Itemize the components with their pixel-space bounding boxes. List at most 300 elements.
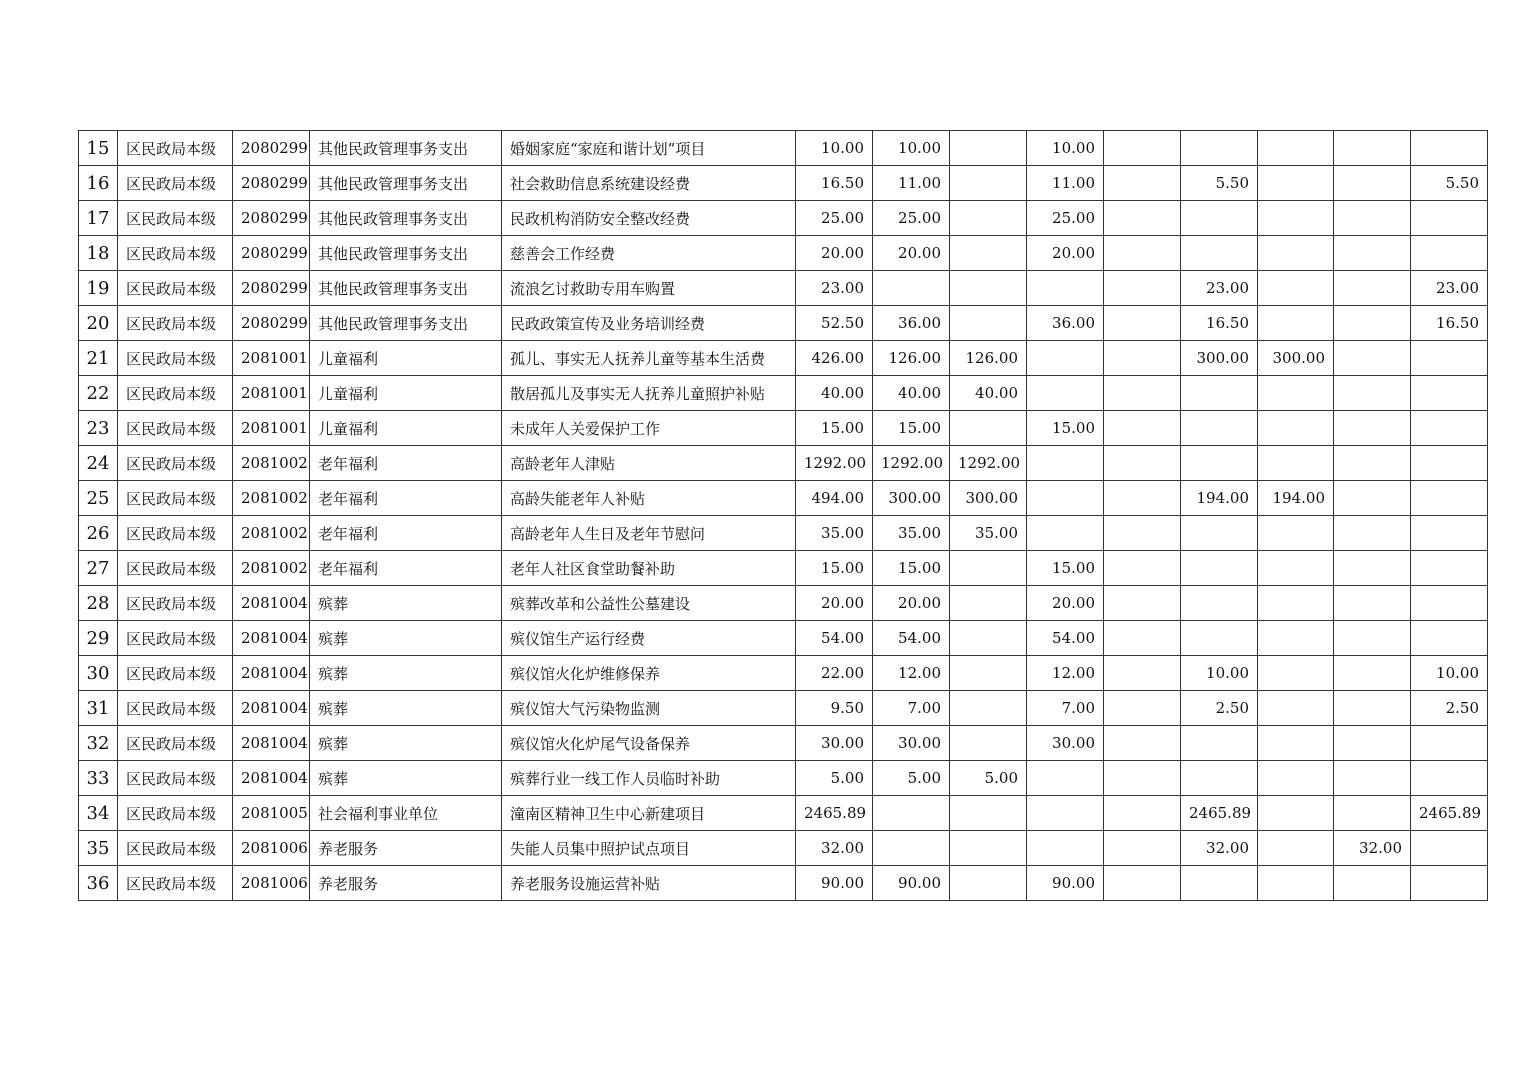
row-number-cell: 31 <box>79 691 118 726</box>
amount-cell <box>950 201 1027 236</box>
amount-cell: 54.00 <box>796 621 873 656</box>
table-row <box>79 481 1488 516</box>
amount-cell <box>1258 446 1334 481</box>
unit-cell: 区民政局本级 <box>118 166 233 201</box>
table-row <box>79 866 1488 901</box>
amount-cell <box>1411 761 1488 796</box>
amount-cell <box>1027 481 1104 516</box>
unit-cell: 区民政局本级 <box>118 306 233 341</box>
amount-cell: 20.00 <box>1027 236 1104 271</box>
subject-name-cell: 殡葬 <box>310 656 502 691</box>
table-row <box>79 656 1488 691</box>
row-number-cell: 28 <box>79 586 118 621</box>
project-name-cell: 殡仪馆生产运行经费 <box>502 621 796 656</box>
amount-cell <box>1104 656 1181 691</box>
amount-cell: 10.00 <box>1411 656 1488 691</box>
amount-cell <box>1334 411 1411 446</box>
subject-code-cell: 2081004 <box>233 761 310 796</box>
amount-cell <box>950 551 1027 586</box>
amount-cell <box>1334 796 1411 831</box>
amount-cell <box>1027 376 1104 411</box>
amount-cell <box>950 306 1027 341</box>
amount-cell <box>1411 831 1488 866</box>
row-number-cell: 19 <box>79 271 118 306</box>
amount-cell <box>1411 131 1488 166</box>
amount-cell: 40.00 <box>796 376 873 411</box>
subject-name-cell: 其他民政管理事务支出 <box>310 201 502 236</box>
row-number-cell: 23 <box>79 411 118 446</box>
amount-cell <box>1334 691 1411 726</box>
amount-cell <box>1334 761 1411 796</box>
unit-cell: 区民政局本级 <box>118 271 233 306</box>
unit-cell: 区民政局本级 <box>118 621 233 656</box>
amount-cell: 300.00 <box>950 481 1027 516</box>
amount-cell: 15.00 <box>873 551 950 586</box>
amount-cell <box>1104 411 1181 446</box>
amount-cell <box>1181 516 1258 551</box>
amount-cell: 10.00 <box>873 131 950 166</box>
row-number-cell: 34 <box>79 796 118 831</box>
amount-cell <box>1104 586 1181 621</box>
amount-cell <box>1411 726 1488 761</box>
project-name-cell: 社会救助信息系统建设经费 <box>502 166 796 201</box>
amount-cell <box>1258 271 1334 306</box>
table-row <box>79 376 1488 411</box>
amount-cell: 35.00 <box>796 516 873 551</box>
amount-cell <box>1027 831 1104 866</box>
amount-cell: 5.00 <box>950 761 1027 796</box>
amount-cell <box>1104 376 1181 411</box>
amount-cell <box>873 271 950 306</box>
table-row <box>79 761 1488 796</box>
amount-cell <box>1258 691 1334 726</box>
subject-code-cell: 2081002 <box>233 446 310 481</box>
amount-cell: 12.00 <box>1027 656 1104 691</box>
amount-cell: 25.00 <box>796 201 873 236</box>
amount-cell <box>1334 236 1411 271</box>
unit-cell: 区民政局本级 <box>118 411 233 446</box>
subject-name-cell: 其他民政管理事务支出 <box>310 271 502 306</box>
amount-cell <box>1334 516 1411 551</box>
amount-cell: 10.00 <box>1181 656 1258 691</box>
amount-cell: 16.50 <box>1411 306 1488 341</box>
table-row <box>79 411 1488 446</box>
amount-cell: 32.00 <box>796 831 873 866</box>
amount-cell <box>950 866 1027 901</box>
amount-cell <box>1258 551 1334 586</box>
project-name-cell: 老年人社区食堂助餐补助 <box>502 551 796 586</box>
amount-cell <box>1104 341 1181 376</box>
amount-cell <box>1104 796 1181 831</box>
unit-cell: 区民政局本级 <box>118 656 233 691</box>
subject-code-cell: 2080299 <box>233 271 310 306</box>
subject-name-cell: 儿童福利 <box>310 341 502 376</box>
table-row <box>79 201 1488 236</box>
amount-cell: 15.00 <box>796 411 873 446</box>
amount-cell: 25.00 <box>873 201 950 236</box>
unit-cell: 区民政局本级 <box>118 726 233 761</box>
amount-cell <box>950 691 1027 726</box>
amount-cell: 54.00 <box>1027 621 1104 656</box>
amount-cell <box>1104 761 1181 796</box>
subject-code-cell: 2081001 <box>233 411 310 446</box>
project-name-cell: 潼南区精神卫生中心新建项目 <box>502 796 796 831</box>
row-number-cell: 15 <box>79 131 118 166</box>
unit-cell: 区民政局本级 <box>118 481 233 516</box>
amount-cell <box>950 726 1027 761</box>
row-number-cell: 22 <box>79 376 118 411</box>
table-row <box>79 691 1488 726</box>
table-body <box>79 131 1488 901</box>
amount-cell: 15.00 <box>796 551 873 586</box>
amount-cell <box>1104 831 1181 866</box>
amount-cell: 40.00 <box>950 376 1027 411</box>
unit-cell: 区民政局本级 <box>118 131 233 166</box>
row-number-cell: 29 <box>79 621 118 656</box>
subject-name-cell: 养老服务 <box>310 866 502 901</box>
project-name-cell: 高龄失能老年人补贴 <box>502 481 796 516</box>
amount-cell <box>1104 131 1181 166</box>
amount-cell <box>1181 621 1258 656</box>
amount-cell <box>1181 551 1258 586</box>
amount-cell <box>1258 166 1334 201</box>
project-name-cell: 殡仪馆火化炉尾气设备保养 <box>502 726 796 761</box>
table-row <box>79 551 1488 586</box>
subject-name-cell: 殡葬 <box>310 586 502 621</box>
project-name-cell: 民政政策宣传及业务培训经费 <box>502 306 796 341</box>
amount-cell: 36.00 <box>1027 306 1104 341</box>
amount-cell <box>1258 761 1334 796</box>
amount-cell <box>1258 516 1334 551</box>
subject-name-cell: 殡葬 <box>310 726 502 761</box>
subject-code-cell: 2081004 <box>233 656 310 691</box>
amount-cell <box>950 166 1027 201</box>
amount-cell <box>1258 621 1334 656</box>
amount-cell <box>1104 166 1181 201</box>
unit-cell: 区民政局本级 <box>118 586 233 621</box>
unit-cell: 区民政局本级 <box>118 201 233 236</box>
amount-cell <box>1104 446 1181 481</box>
amount-cell <box>950 131 1027 166</box>
amount-cell: 20.00 <box>873 586 950 621</box>
row-number-cell: 32 <box>79 726 118 761</box>
amount-cell <box>1334 131 1411 166</box>
table-row <box>79 726 1488 761</box>
subject-code-cell: 2081002 <box>233 551 310 586</box>
table-row <box>79 796 1488 831</box>
amount-cell <box>1334 551 1411 586</box>
amount-cell: 30.00 <box>1027 726 1104 761</box>
project-name-cell: 殡葬改革和公益性公墓建设 <box>502 586 796 621</box>
table-row <box>79 236 1488 271</box>
amount-cell <box>1334 341 1411 376</box>
amount-cell <box>1258 236 1334 271</box>
budget-project-table <box>78 130 1488 901</box>
amount-cell <box>1104 516 1181 551</box>
unit-cell: 区民政局本级 <box>118 831 233 866</box>
subject-name-cell: 老年福利 <box>310 446 502 481</box>
subject-code-cell: 2081006 <box>233 831 310 866</box>
subject-code-cell: 2081002 <box>233 481 310 516</box>
amount-cell <box>1104 236 1181 271</box>
amount-cell <box>1258 796 1334 831</box>
amount-cell <box>1334 586 1411 621</box>
amount-cell: 11.00 <box>873 166 950 201</box>
subject-name-cell: 其他民政管理事务支出 <box>310 306 502 341</box>
amount-cell <box>1411 586 1488 621</box>
subject-name-cell: 儿童福利 <box>310 411 502 446</box>
project-name-cell: 殡仪馆火化炉维修保养 <box>502 656 796 691</box>
amount-cell <box>1181 131 1258 166</box>
amount-cell <box>950 236 1027 271</box>
unit-cell: 区民政局本级 <box>118 446 233 481</box>
row-number-cell: 25 <box>79 481 118 516</box>
unit-cell: 区民政局本级 <box>118 551 233 586</box>
subject-code-cell: 2081006 <box>233 866 310 901</box>
row-number-cell: 21 <box>79 341 118 376</box>
subject-code-cell: 2081005 <box>233 796 310 831</box>
amount-cell: 300.00 <box>1181 341 1258 376</box>
amount-cell: 2465.89 <box>1411 796 1488 831</box>
table-row <box>79 166 1488 201</box>
amount-cell: 35.00 <box>873 516 950 551</box>
unit-cell: 区民政局本级 <box>118 796 233 831</box>
project-name-cell: 殡仪馆大气污染物监测 <box>502 691 796 726</box>
amount-cell: 15.00 <box>873 411 950 446</box>
amount-cell: 5.50 <box>1411 166 1488 201</box>
project-name-cell: 婚姻家庭“家庭和谐计划”项目 <box>502 131 796 166</box>
subject-name-cell: 殡葬 <box>310 621 502 656</box>
amount-cell <box>1181 446 1258 481</box>
amount-cell <box>1411 516 1488 551</box>
amount-cell <box>1104 726 1181 761</box>
subject-name-cell: 殡葬 <box>310 691 502 726</box>
amount-cell: 35.00 <box>950 516 1027 551</box>
subject-code-cell: 2080299 <box>233 201 310 236</box>
amount-cell <box>1411 341 1488 376</box>
amount-cell <box>873 796 950 831</box>
subject-code-cell: 2080299 <box>233 166 310 201</box>
amount-cell: 23.00 <box>1181 271 1258 306</box>
table-row <box>79 446 1488 481</box>
amount-cell: 494.00 <box>796 481 873 516</box>
amount-cell <box>1181 411 1258 446</box>
amount-cell: 20.00 <box>796 236 873 271</box>
amount-cell <box>1411 446 1488 481</box>
amount-cell <box>1334 621 1411 656</box>
table-row <box>79 271 1488 306</box>
amount-cell <box>1027 341 1104 376</box>
amount-cell: 54.00 <box>873 621 950 656</box>
amount-cell <box>1104 621 1181 656</box>
table-row <box>79 131 1488 166</box>
amount-cell: 11.00 <box>1027 166 1104 201</box>
subject-code-cell: 2081004 <box>233 621 310 656</box>
amount-cell: 23.00 <box>1411 271 1488 306</box>
amount-cell: 1292.00 <box>873 446 950 481</box>
amount-cell: 194.00 <box>1181 481 1258 516</box>
amount-cell <box>1104 201 1181 236</box>
amount-cell: 16.50 <box>1181 306 1258 341</box>
amount-cell: 7.00 <box>1027 691 1104 726</box>
amount-cell <box>1334 306 1411 341</box>
amount-cell: 7.00 <box>873 691 950 726</box>
table-row <box>79 621 1488 656</box>
amount-cell <box>1334 376 1411 411</box>
subject-code-cell: 2080299 <box>233 236 310 271</box>
amount-cell <box>1104 691 1181 726</box>
amount-cell <box>1334 656 1411 691</box>
amount-cell: 22.00 <box>796 656 873 691</box>
unit-cell: 区民政局本级 <box>118 341 233 376</box>
project-name-cell: 未成年人关爱保护工作 <box>502 411 796 446</box>
amount-cell: 194.00 <box>1258 481 1334 516</box>
amount-cell <box>1104 481 1181 516</box>
subject-code-cell: 2080299 <box>233 306 310 341</box>
row-number-cell: 26 <box>79 516 118 551</box>
amount-cell <box>1258 201 1334 236</box>
subject-code-cell: 2081002 <box>233 516 310 551</box>
row-number-cell: 24 <box>79 446 118 481</box>
unit-cell: 区民政局本级 <box>118 691 233 726</box>
subject-code-cell: 2081004 <box>233 691 310 726</box>
amount-cell <box>1258 831 1334 866</box>
project-name-cell: 民政机构消防安全整改经费 <box>502 201 796 236</box>
project-name-cell: 高龄老年人津贴 <box>502 446 796 481</box>
amount-cell <box>1411 866 1488 901</box>
amount-cell <box>1334 271 1411 306</box>
amount-cell: 126.00 <box>873 341 950 376</box>
amount-cell: 90.00 <box>796 866 873 901</box>
amount-cell: 20.00 <box>796 586 873 621</box>
subject-name-cell: 老年福利 <box>310 551 502 586</box>
amount-cell <box>1181 866 1258 901</box>
amount-cell: 9.50 <box>796 691 873 726</box>
amount-cell <box>1104 271 1181 306</box>
amount-cell <box>1334 446 1411 481</box>
amount-cell: 90.00 <box>1027 866 1104 901</box>
subject-name-cell: 儿童福利 <box>310 376 502 411</box>
amount-cell <box>1027 446 1104 481</box>
subject-name-cell: 其他民政管理事务支出 <box>310 166 502 201</box>
amount-cell: 10.00 <box>1027 131 1104 166</box>
row-number-cell: 36 <box>79 866 118 901</box>
amount-cell <box>950 796 1027 831</box>
amount-cell <box>1181 201 1258 236</box>
amount-cell <box>1411 621 1488 656</box>
amount-cell: 1292.00 <box>950 446 1027 481</box>
unit-cell: 区民政局本级 <box>118 376 233 411</box>
amount-cell: 23.00 <box>796 271 873 306</box>
amount-cell: 15.00 <box>1027 411 1104 446</box>
row-number-cell: 30 <box>79 656 118 691</box>
row-number-cell: 16 <box>79 166 118 201</box>
subject-code-cell: 2081004 <box>233 726 310 761</box>
project-name-cell: 孤儿、事实无人抚养儿童等基本生活费 <box>502 341 796 376</box>
amount-cell: 32.00 <box>1334 831 1411 866</box>
amount-cell <box>1104 306 1181 341</box>
amount-cell: 5.50 <box>1181 166 1258 201</box>
unit-cell: 区民政局本级 <box>118 236 233 271</box>
project-name-cell: 养老服务设施运营补贴 <box>502 866 796 901</box>
subject-name-cell: 老年福利 <box>310 481 502 516</box>
amount-cell <box>1258 726 1334 761</box>
project-name-cell: 散居孤儿及事实无人抚养儿童照护补贴 <box>502 376 796 411</box>
amount-cell: 2.50 <box>1411 691 1488 726</box>
unit-cell: 区民政局本级 <box>118 866 233 901</box>
row-number-cell: 18 <box>79 236 118 271</box>
amount-cell <box>1411 411 1488 446</box>
subject-name-cell: 其他民政管理事务支出 <box>310 131 502 166</box>
amount-cell: 10.00 <box>796 131 873 166</box>
amount-cell: 90.00 <box>873 866 950 901</box>
amount-cell: 16.50 <box>796 166 873 201</box>
project-name-cell: 殡葬行业一线工作人员临时补助 <box>502 761 796 796</box>
amount-cell <box>950 271 1027 306</box>
amount-cell: 2.50 <box>1181 691 1258 726</box>
amount-cell: 30.00 <box>796 726 873 761</box>
amount-cell <box>1334 866 1411 901</box>
amount-cell: 5.00 <box>873 761 950 796</box>
row-number-cell: 33 <box>79 761 118 796</box>
amount-cell <box>1027 271 1104 306</box>
amount-cell <box>950 621 1027 656</box>
row-number-cell: 27 <box>79 551 118 586</box>
amount-cell <box>1258 656 1334 691</box>
amount-cell: 1292.00 <box>796 446 873 481</box>
amount-cell <box>950 656 1027 691</box>
subject-name-cell: 殡葬 <box>310 761 502 796</box>
subject-code-cell: 2081001 <box>233 376 310 411</box>
amount-cell: 300.00 <box>873 481 950 516</box>
amount-cell <box>1258 411 1334 446</box>
amount-cell: 40.00 <box>873 376 950 411</box>
amount-cell: 30.00 <box>873 726 950 761</box>
amount-cell: 2465.89 <box>1181 796 1258 831</box>
amount-cell <box>950 831 1027 866</box>
amount-cell: 12.00 <box>873 656 950 691</box>
amount-cell <box>950 411 1027 446</box>
amount-cell: 25.00 <box>1027 201 1104 236</box>
amount-cell: 126.00 <box>950 341 1027 376</box>
amount-cell <box>1258 866 1334 901</box>
subject-name-cell: 社会福利事业单位 <box>310 796 502 831</box>
amount-cell <box>1181 726 1258 761</box>
row-number-cell: 20 <box>79 306 118 341</box>
amount-cell <box>1104 866 1181 901</box>
amount-cell: 15.00 <box>1027 551 1104 586</box>
row-number-cell: 17 <box>79 201 118 236</box>
amount-cell <box>1258 586 1334 621</box>
amount-cell: 20.00 <box>1027 586 1104 621</box>
amount-cell <box>1411 236 1488 271</box>
amount-cell <box>1027 761 1104 796</box>
amount-cell <box>1258 131 1334 166</box>
amount-cell: 5.00 <box>796 761 873 796</box>
table-row <box>79 341 1488 376</box>
amount-cell: 52.50 <box>796 306 873 341</box>
project-name-cell: 高龄老年人生日及老年节慰问 <box>502 516 796 551</box>
amount-cell <box>1104 551 1181 586</box>
table-row <box>79 586 1488 621</box>
project-name-cell: 流浪乞讨救助专用车购置 <box>502 271 796 306</box>
subject-code-cell: 2081004 <box>233 586 310 621</box>
amount-cell: 300.00 <box>1258 341 1334 376</box>
amount-cell <box>1027 796 1104 831</box>
table-row <box>79 306 1488 341</box>
amount-cell <box>1411 376 1488 411</box>
subject-name-cell: 其他民政管理事务支出 <box>310 236 502 271</box>
